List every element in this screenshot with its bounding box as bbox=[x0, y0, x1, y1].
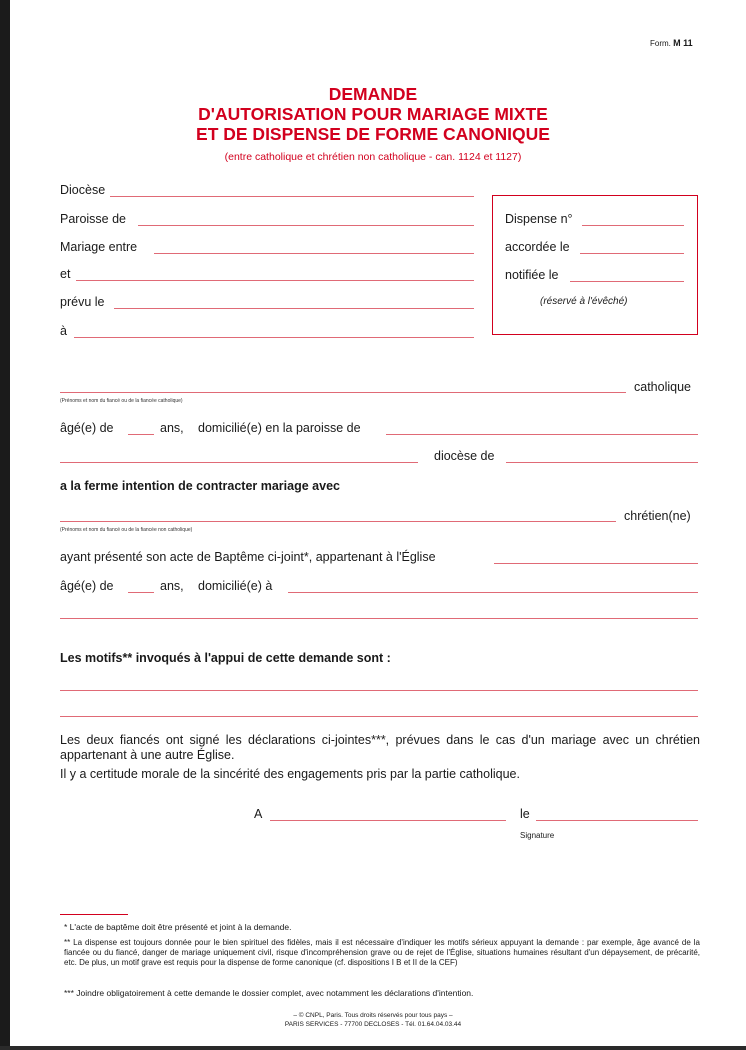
a-label: à bbox=[60, 324, 67, 338]
mariage-entre-label: Mariage entre bbox=[60, 240, 138, 254]
signature-le-label: le bbox=[520, 807, 530, 821]
catholic-age-label: âgé(e) de bbox=[60, 421, 114, 435]
declarations-paragraph: Les deux fiancés ont signé les déclarations ci-jointes***, prévues dans le cas d'un mariage avec un chrétien appartenant à une autre Église. bbox=[60, 733, 700, 762]
catholic-domicile-label: domicilié(e) en la paroisse de bbox=[198, 421, 361, 435]
paroisse-label: Paroisse de bbox=[60, 212, 127, 226]
catholic-name-caption: (Prénoms et nom du fiancé ou de la fiancée catholique) bbox=[60, 398, 183, 404]
footnote-1: * L'acte de baptême doit être présenté et joint à la demande. bbox=[64, 922, 292, 932]
diocese-field[interactable] bbox=[110, 196, 474, 197]
dispense-numero-label: Dispense n° bbox=[505, 212, 573, 226]
title-line-3: ET DE DISPENSE DE FORME CANONIQUE bbox=[196, 124, 550, 144]
et-field[interactable] bbox=[76, 280, 474, 281]
dispense-numero-field[interactable] bbox=[582, 225, 684, 226]
accordee-label: accordée le bbox=[505, 240, 570, 254]
reserve-note: (réservé à l'évêché) bbox=[540, 296, 628, 307]
prevu-le-field[interactable] bbox=[114, 308, 474, 309]
christian-age-field[interactable] bbox=[128, 592, 154, 593]
form-code bbox=[650, 38, 693, 48]
christian-domicile-field-cont[interactable] bbox=[60, 618, 698, 619]
christian-ans-label: ans, bbox=[160, 579, 184, 593]
footnote-rule bbox=[60, 914, 128, 915]
motifs-field-2[interactable] bbox=[60, 716, 698, 717]
imprint-line-2: PARIS SERVICES - 77700 DECLOSES - Tél. 01.64.04.03.44 bbox=[284, 1021, 462, 1028]
title-line-1: DEMANDE bbox=[328, 84, 418, 104]
motifs-field-1[interactable] bbox=[60, 690, 698, 691]
scan-edge-bottom bbox=[0, 1046, 746, 1050]
et-label: et bbox=[60, 267, 71, 281]
catholique-label: catholique bbox=[634, 380, 691, 394]
signature-place-field[interactable] bbox=[270, 820, 506, 821]
catholic-diocese-label: diocèse de bbox=[434, 449, 495, 463]
catholic-diocese-field[interactable] bbox=[506, 462, 698, 463]
form-code-number: M 11 bbox=[673, 38, 693, 48]
catholic-paroisse-field-cont[interactable] bbox=[60, 462, 418, 463]
bapteme-label: ayant présenté son acte de Baptême ci-joint*, appartenant à l'Église bbox=[60, 550, 436, 564]
signature-a-label: A bbox=[254, 807, 263, 821]
footnote-3: *** Joindre obligatoirement à cette demande le dossier complet, avec notamment les déclarations d'intention. bbox=[64, 988, 474, 998]
eglise-field[interactable] bbox=[494, 563, 698, 564]
catholic-ans-label: ans, bbox=[160, 421, 184, 435]
catholic-name-field[interactable] bbox=[60, 392, 626, 393]
christian-domicile-field[interactable] bbox=[288, 592, 698, 593]
diocese-label: Diocèse bbox=[60, 183, 106, 197]
catholic-paroisse-field[interactable] bbox=[386, 434, 698, 435]
chretien-label: chrétien(ne) bbox=[624, 509, 691, 523]
signature-label: Signature bbox=[520, 831, 555, 840]
christian-domicile-label: domicilié(e) à bbox=[198, 579, 273, 593]
certitude-paragraph: Il y a certitude morale de la sincérité des engagements pris par la partie catholique. bbox=[60, 767, 520, 781]
footnote-2: ** La dispense est toujours donnée pour le bien spirituel des fidèles, mais il est nécessaire d'indiquer les motifs sérieux appuyant la demande : par exemple, âge avancé de la fiancée ou du fiancé, danger de mariage uniquement civil, risque d'incompréhension grave ou de rejet de l'Église, situations humaines résultant d'un dépaysement, de précarité, etc. De plus, un motif grave est requis pour la dispense de forme canonique (cf. dispositions I B et II de la CEF) bbox=[64, 938, 700, 967]
mariage-entre-field[interactable] bbox=[154, 253, 474, 254]
christian-name-caption: (Prénoms et nom du fiancé ou de la fiancée non catholique) bbox=[60, 527, 193, 533]
catholic-age-field[interactable] bbox=[128, 434, 154, 435]
form-code-prefix: Form. bbox=[650, 39, 671, 48]
intention-heading: a la ferme intention de contracter mariage avec bbox=[60, 479, 340, 493]
paroisse-field[interactable] bbox=[138, 225, 474, 226]
motifs-heading: Les motifs** invoqués à l'appui de cette demande sont : bbox=[60, 651, 391, 665]
prevu-le-label: prévu le bbox=[60, 295, 105, 309]
a-field[interactable] bbox=[74, 337, 474, 338]
christian-age-label: âgé(e) de bbox=[60, 579, 114, 593]
accordee-field[interactable] bbox=[580, 253, 684, 254]
christian-name-field[interactable] bbox=[60, 521, 616, 522]
title-subtitle: (entre catholique et chrétien non catholique - can. 1124 et 1127) bbox=[224, 151, 522, 163]
imprint-line-1: – © CNPL, Paris. Tous droits réservés pour tous pays – bbox=[293, 1012, 453, 1019]
title-line-2: D'AUTORISATION POUR MARIAGE MIXTE bbox=[198, 104, 548, 124]
notifiee-label: notifiée le bbox=[505, 268, 559, 282]
signature-date-field[interactable] bbox=[536, 820, 698, 821]
notifiee-field[interactable] bbox=[570, 281, 684, 282]
